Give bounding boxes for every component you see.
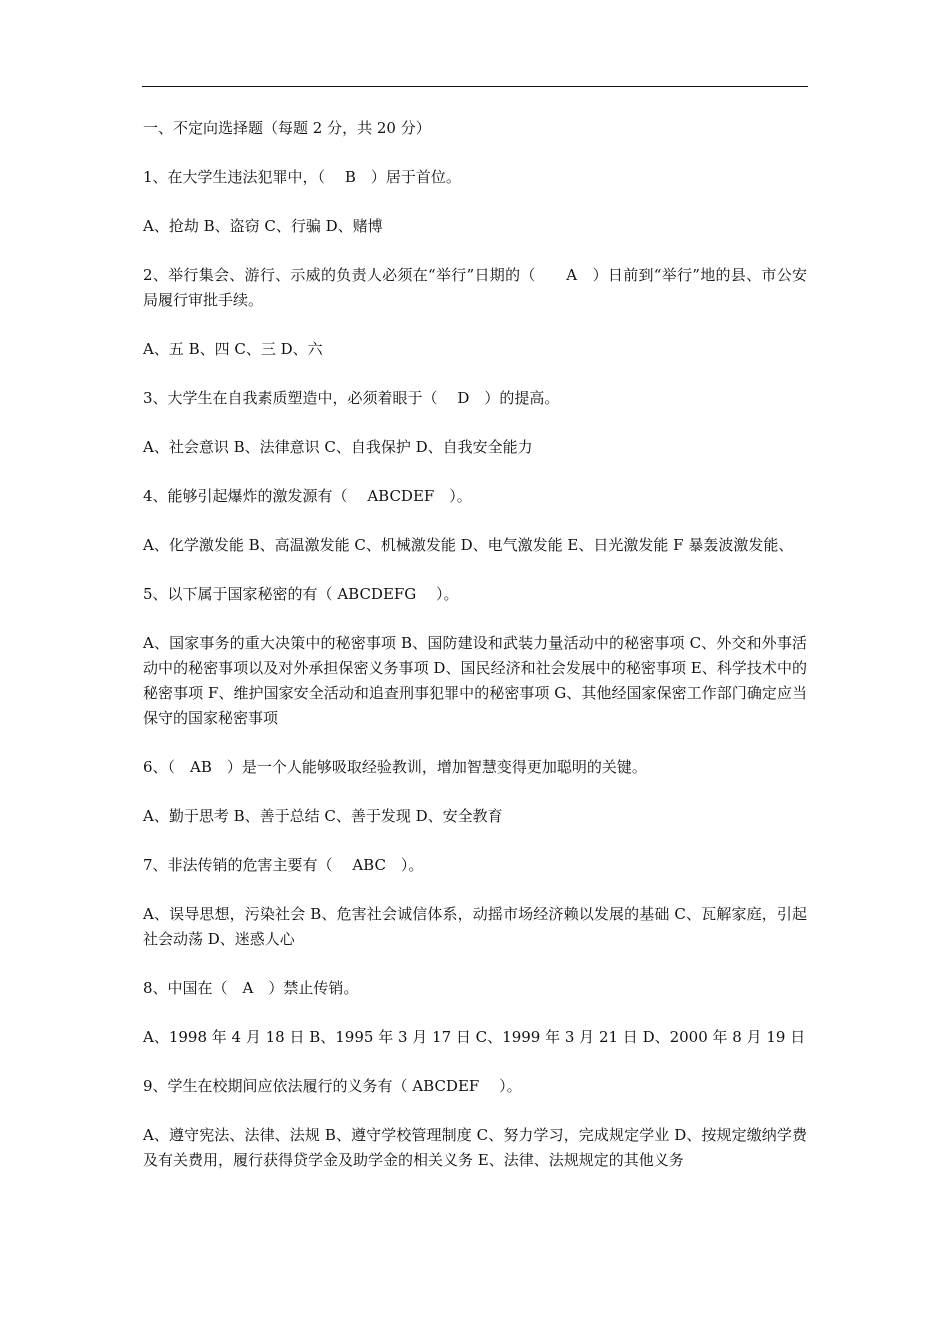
question-7-stem: 7、非法传销的危害主要有（ ABC ）。 — [143, 856, 424, 874]
question-9-options: A、遵守宪法、法律、法规 B、遵守学校管理制度 C、努力学习，完成规定学业 D、按规定缴纳学费及有关费用，履行获得贷学金及助学金的相关义务 E、法律、法规规定的其他义务 — [143, 1126, 807, 1169]
question-4-stem: 4、能够引起爆炸的激发源有（ ABCDEF ）。 — [143, 487, 472, 505]
question-5-stem: 5、以下属于国家秘密的有（ ABCDEFG ）。 — [143, 585, 459, 603]
question-1-options: A、抢劫 B、盗窃 C、行骗 D、赌博 — [143, 217, 383, 235]
question-2-stem: 2、举行集会、游行、示威的负责人必须在“举行”日期的（ A ）日前到“举行”地的县、市公安局履行审批手续。 — [143, 266, 807, 309]
question-3-options: A、社会意识 B、法律意识 C、自我保护 D、自我安全能力 — [143, 438, 533, 456]
question-7-options: A、误导思想，污染社会 B、危害社会诚信体系，动摇市场经济赖以发展的基础 C、瓦解家庭，引起社会动荡 D、迷惑人心 — [143, 905, 807, 948]
question-9-stem: 9、学生在校期间应依法履行的义务有（ ABCDEF ）。 — [143, 1077, 522, 1095]
question-6-stem: 6、（ AB ）是一个人能够吸取经验教训，增加智慧变得更加聪明的关键。 — [143, 758, 647, 776]
question-8-stem: 8、中国在（ A ）禁止传销。 — [143, 979, 359, 997]
question-6-options: A、勤于思考 B、善于总结 C、善于发现 D、安全教育 — [143, 807, 503, 825]
question-8-options: A、1998 年 4 月 18 日 B、1995 年 3 月 17 日 C、1999 年 3 月 21 日 D、2000 年 8 月 19 日 — [143, 1028, 806, 1046]
question-1-stem: 1、在大学生违法犯罪中，（ B ）居于首位。 — [143, 168, 461, 186]
question-2-options: A、五 B、四 C、三 D、六 — [143, 340, 323, 358]
section-title: 一、不定向选择题（每题 2 分，共 20 分） — [143, 119, 431, 137]
header-rule — [142, 86, 808, 87]
question-3-stem: 3、大学生在自我素质塑造中，必须着眼于（ D ）的提高。 — [143, 389, 560, 407]
question-5-options: A、国家事务的重大决策中的秘密事项 B、国防建设和武装力量活动中的秘密事项 C、外交和外事活动中的秘密事项以及对外承担保密义务事项 D、国民经济和社会发展中的秘密事项 E、科学技术中的秘密事项 F、维护国家安全活动和追查刑事犯罪中的秘密事项 G、其他经国家保密工作部门确定应当保守的国家秘密事项 — [143, 634, 807, 727]
question-4-options: A、化学激发能 B、高温激发能 C、机械激发能 D、电气激发能 E、日光激发能 F 暴轰波激发能、 — [143, 536, 794, 554]
document-body — [143, 116, 807, 1197]
